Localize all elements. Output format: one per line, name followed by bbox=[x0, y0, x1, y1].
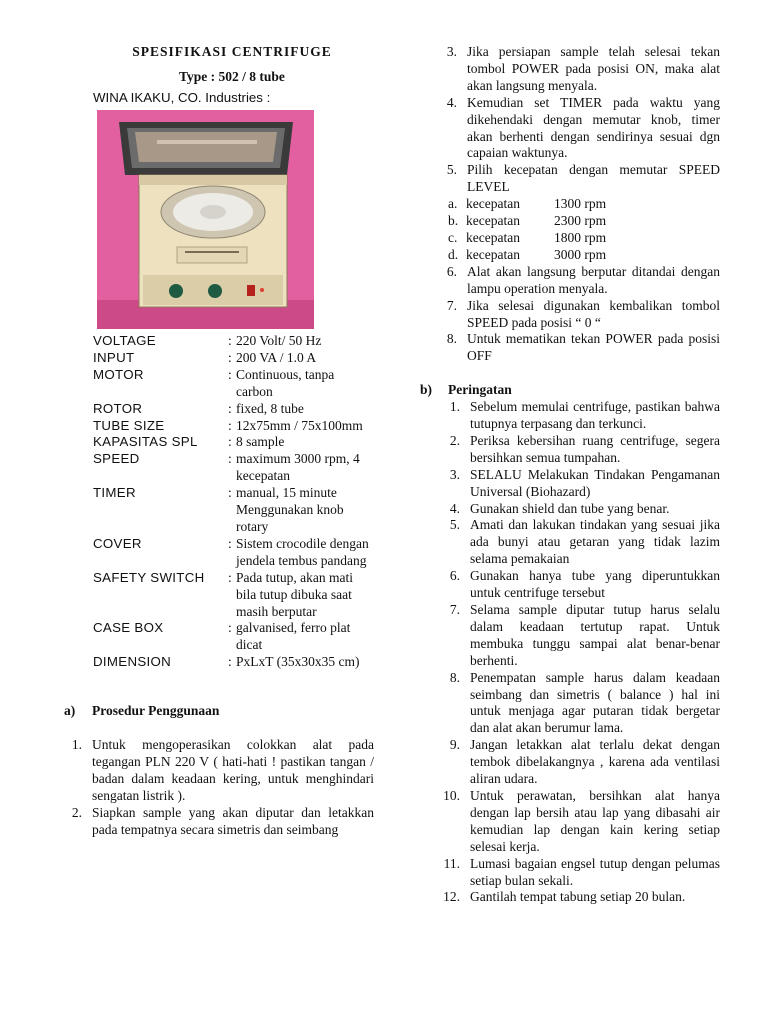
item-text: Gunakan shield dan tube yang benar. bbox=[470, 500, 670, 516]
item-number: 10. bbox=[443, 787, 460, 803]
list-item bbox=[414, 264, 724, 298]
list-item bbox=[414, 501, 724, 518]
spec-row bbox=[93, 570, 374, 621]
speed-letter: b. bbox=[448, 213, 459, 229]
procedure-heading bbox=[64, 703, 374, 720]
spec-value: Continuous, tanpa carbon bbox=[236, 366, 335, 399]
spec-colon: : bbox=[228, 569, 232, 585]
speed-row bbox=[414, 213, 724, 230]
item-number: 1. bbox=[449, 399, 460, 415]
spec-value: 12x75mm / 75x100mm bbox=[236, 417, 363, 433]
centrifuge-photo bbox=[97, 110, 314, 329]
item-text: Pilih kecepatan dengan memutar SPEED LEVEL bbox=[467, 162, 720, 195]
spec-colon: : bbox=[228, 620, 232, 636]
item-text: Sebelum memulai centrifuge, pastikan bahwa tutupnya terpasang dan terkunci. bbox=[470, 399, 720, 432]
spec-colon: : bbox=[228, 485, 232, 501]
section-title: Peringatan bbox=[448, 382, 512, 398]
spec-row bbox=[93, 451, 374, 485]
item-number: 5. bbox=[449, 517, 460, 533]
warnings-heading bbox=[420, 382, 724, 399]
spec-colon: : bbox=[228, 535, 232, 551]
speed-row bbox=[414, 230, 724, 247]
list-item bbox=[414, 670, 724, 738]
item-text: Penempatan sample harus dalam keadaan seimbang dan simetris ( balance ) hal ini untuk menjaga agar putaran tidak bergetar dan alat akan berumur lama. bbox=[470, 669, 720, 736]
spec-row bbox=[93, 620, 374, 654]
spec-row bbox=[93, 418, 374, 435]
item-text: Kemudian set TIMER pada waktu yang dikehendaki dengan memutar knob, timer akan berhenti dengan sendirinya sesuai dgn capaian waktunya. bbox=[467, 94, 720, 161]
procedure-list bbox=[64, 737, 374, 838]
item-number: 4. bbox=[449, 500, 460, 516]
speed-letter: a. bbox=[448, 196, 458, 212]
spec-row bbox=[93, 434, 374, 451]
item-text: Siapkan sample yang akan diputar dan letakkan pada tempatnya secara simetris dan seimbang bbox=[92, 804, 374, 837]
item-text: Untuk mengoperasikan colokkan alat pada tegangan PLN 220 V ( hati-hati ! pastikan tangan / badan dalam keadaan kering, untuk menghindari sengatan listrik ). bbox=[92, 737, 374, 803]
item-text: Jika persiapan sample telah selesai tekan tombol POWER pada posisi ON, maka alat akan langsung menyala. bbox=[467, 44, 720, 93]
spec-value: manual, 15 minute Menggunakan knob rotary bbox=[236, 485, 344, 534]
spec-colon: : bbox=[228, 417, 232, 433]
right-column bbox=[414, 44, 724, 906]
section-title: Prosedur Penggunaan bbox=[92, 703, 220, 719]
spec-label: COVER bbox=[93, 535, 142, 551]
spec-value: 8 sample bbox=[236, 434, 285, 450]
item-text: Amati dan lakukan tindakan yang sesuai jika ada bunyi atau getaran yang tidak lazim selama pemakaian bbox=[470, 517, 720, 567]
spec-row bbox=[93, 401, 374, 418]
item-number: 9. bbox=[449, 737, 460, 753]
warnings-list bbox=[414, 399, 724, 906]
list-item bbox=[414, 602, 724, 670]
procedure-list-continued bbox=[414, 44, 724, 196]
item-text: SELALU Melakukan Tindakan Pengamanan Universal (Biohazard) bbox=[470, 466, 720, 499]
speed-label: kecepatan bbox=[466, 229, 520, 245]
spec-label: TUBE SIZE bbox=[93, 417, 165, 433]
item-number: 12. bbox=[443, 889, 460, 905]
list-item bbox=[64, 737, 374, 805]
item-text: Jika selesai digunakan kembalikan tombol SPEED pada posisi “ 0 “ bbox=[467, 297, 720, 330]
item-number: 5. bbox=[446, 162, 457, 178]
procedure-list-end bbox=[414, 264, 724, 365]
spec-label: SAFETY SWITCH bbox=[93, 569, 205, 585]
spec-row bbox=[93, 367, 374, 401]
spec-colon: : bbox=[228, 366, 232, 382]
spec-label: MOTOR bbox=[93, 366, 144, 382]
list-item bbox=[414, 433, 724, 467]
spec-row bbox=[93, 536, 374, 570]
spec-label: INPUT bbox=[93, 349, 135, 365]
spec-table bbox=[64, 333, 374, 671]
list-item bbox=[414, 737, 724, 788]
spec-label: TIMER bbox=[93, 485, 136, 501]
item-number: 7. bbox=[449, 602, 460, 617]
list-item bbox=[414, 331, 724, 365]
section-letter: a) bbox=[64, 703, 76, 719]
item-text: Jangan letakkan alat terlalu dekat dengan tembok dibelakangnya , karena ada ventilasi aliran udara. bbox=[470, 737, 720, 787]
spec-label: DIMENSION bbox=[93, 654, 172, 670]
item-text: Untuk mematikan tekan POWER pada posisi OFF bbox=[467, 331, 720, 364]
spec-value: galvanised, ferro plat dicat bbox=[236, 620, 351, 653]
item-text: Lumasi bagaian engsel tutup dengan pelumas setiap bulan sekali. bbox=[470, 855, 720, 888]
item-text: Untuk perawatan, bersihkan alat hanya dengan lap bersih atau lap yang dibasahi air kemudian lap dengan kain kering setiap selesai kerja. bbox=[470, 787, 720, 854]
document-type: Type : 502 / 8 tube bbox=[179, 69, 285, 84]
spec-value: maximum 3000 rpm, 4 kecepatan bbox=[236, 451, 360, 484]
list-item bbox=[414, 568, 724, 602]
spec-value: Sistem crocodile dengan jendela tembus pandang bbox=[236, 535, 369, 568]
speed-row bbox=[414, 196, 724, 213]
spec-label: VOLTAGE bbox=[93, 333, 156, 348]
speed-label: kecepatan bbox=[466, 246, 520, 262]
list-item bbox=[414, 788, 724, 856]
item-number: 6. bbox=[449, 568, 460, 584]
spec-value: Pada tutup, akan mati bila tutup dibuka saat masih berputar bbox=[236, 569, 353, 619]
list-item bbox=[64, 805, 374, 839]
list-item bbox=[414, 298, 724, 332]
item-text: Selama sample diputar tutup harus selalu dalam keadaan tertutup rapat. Untuk membuka tunggu sampai alat benar-benar berhenti. bbox=[470, 602, 720, 668]
spec-value: fixed, 8 tube bbox=[236, 400, 304, 416]
list-item bbox=[414, 44, 724, 95]
spec-value: 200 VA / 1.0 A bbox=[236, 349, 317, 365]
spec-row bbox=[93, 654, 374, 671]
spec-colon: : bbox=[228, 434, 232, 450]
list-item bbox=[414, 162, 724, 196]
spec-colon: : bbox=[228, 654, 232, 670]
centrifuge-illustration bbox=[97, 110, 314, 329]
item-text: Gantilah tempat tabung setiap 20 bulan. bbox=[470, 889, 686, 905]
manufacturer: WINA IKAKU, CO. Industries : bbox=[93, 90, 271, 105]
item-number: 4. bbox=[446, 94, 457, 110]
speed-options bbox=[414, 196, 724, 264]
speed-value: 2300 rpm bbox=[554, 213, 607, 229]
spec-label: SPEED bbox=[93, 451, 140, 467]
document-title: SPESIFIKASI CENTRIFUGE bbox=[132, 44, 332, 59]
list-item bbox=[414, 889, 724, 906]
item-number: 8. bbox=[449, 669, 460, 685]
item-number: 6. bbox=[446, 263, 457, 279]
speed-value: 1300 rpm bbox=[554, 196, 607, 212]
item-number: 1. bbox=[71, 737, 82, 753]
item-number: 11. bbox=[443, 855, 460, 871]
list-item bbox=[414, 95, 724, 163]
item-number: 2. bbox=[449, 432, 460, 448]
list-item bbox=[414, 467, 724, 501]
left-column bbox=[64, 44, 374, 838]
item-text: Periksa kebersihan ruang centrifuge, segera bersihkan semua tumpahan. bbox=[470, 432, 720, 465]
spec-row bbox=[93, 333, 374, 350]
spec-row bbox=[93, 485, 374, 536]
spec-label: ROTOR bbox=[93, 400, 143, 416]
spec-label: CASE BOX bbox=[93, 620, 164, 636]
speed-row bbox=[414, 247, 724, 264]
spec-value: PxLxT (35x30x35 cm) bbox=[236, 654, 360, 670]
item-number: 3. bbox=[449, 466, 460, 482]
item-number: 7. bbox=[446, 297, 457, 313]
item-text: Alat akan langsung berputar ditandai dengan lampu operation menyala. bbox=[467, 263, 720, 296]
spec-label: KAPASITAS SPL bbox=[93, 434, 198, 450]
spec-colon: : bbox=[228, 451, 232, 467]
speed-label: kecepatan bbox=[466, 213, 520, 229]
spec-value: 220 Volt/ 50 Hz bbox=[236, 333, 322, 348]
item-number: 2. bbox=[71, 804, 82, 820]
spec-colon: : bbox=[228, 333, 232, 348]
list-item bbox=[414, 517, 724, 568]
section-letter: b) bbox=[420, 382, 433, 398]
spec-colon: : bbox=[228, 349, 232, 365]
speed-letter: c. bbox=[448, 229, 458, 245]
item-number: 8. bbox=[446, 331, 457, 347]
item-text: Gunakan hanya tube yang diperuntukkan untuk centrifuge tersebut bbox=[470, 568, 720, 601]
speed-letter: d. bbox=[448, 246, 459, 262]
list-item bbox=[414, 399, 724, 433]
item-number: 3. bbox=[446, 44, 457, 59]
spec-colon: : bbox=[228, 400, 232, 416]
speed-label: kecepatan bbox=[466, 196, 520, 212]
speed-value: 3000 rpm bbox=[554, 246, 607, 262]
speed-value: 1800 rpm bbox=[554, 229, 607, 245]
list-item bbox=[414, 856, 724, 890]
spec-row bbox=[93, 350, 374, 367]
